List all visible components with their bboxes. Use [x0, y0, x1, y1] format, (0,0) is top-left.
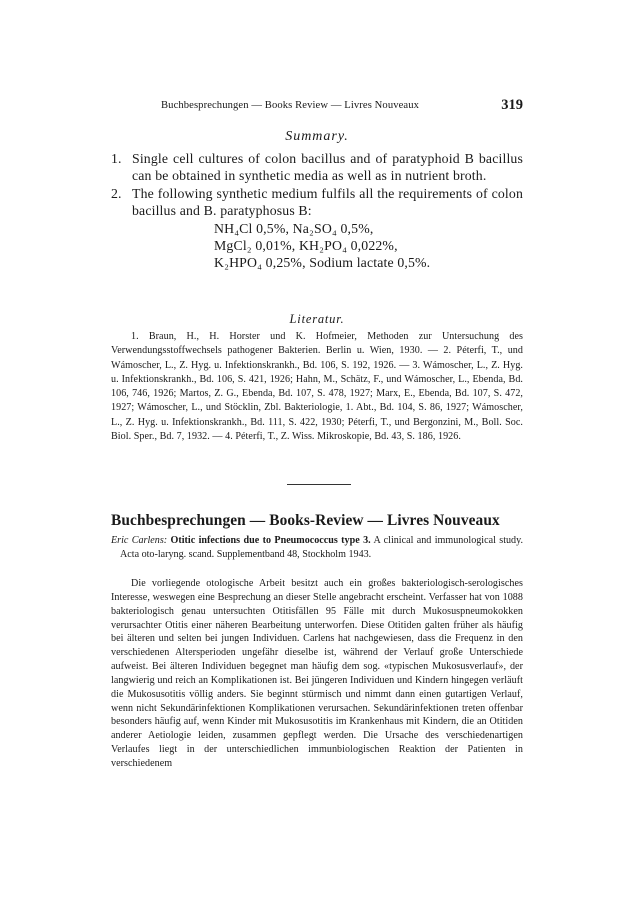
medium-formula-line: NH₄Cl 0,5%, Na₂SO₄ 0,5%, — [214, 220, 374, 236]
summary-list — [111, 150, 523, 272]
summary-item-number: 1. — [111, 151, 122, 166]
review-citation-details: A clinical and immunological study. Acta oto-laryng. scand. Supplementband 48, Stockholm 1943. — [120, 535, 524, 560]
summary-heading: Summary. — [285, 129, 349, 144]
review-title: Otitic infections due to Pneumococcus type 3. — [170, 535, 371, 546]
summary-item-number: 2. — [111, 185, 122, 201]
review-body: Die vorliegende otologische Arbeit besitzt auch ein großes bakteriologisch-serologisches Interesse, weswegen eine Besprechung an dieser Stelle angebracht erscheint. Verfasser hat von 1088 bakteriologisch genau untersuchten Otitisfällen 95 Fälle mit durch Mukosuspneumokokken verursachter Otitis einer näheren Bearbeitung unterworfen. Diese Otitiden galten früher als häufig bei älteren und selten bei jungen Individuen. Carlens hat nachgewiesen, dass die Frequenz in den verschiedenen Altersperioden ungefähr dieselbe ist, während der Verlauf große Unterschiede aufweist. Bei älteren Individuen begegnet man häufig dem sog. «typischen Mukosusverlauf», der langwierig und reich an Komplikationen ist. Bei jüngeren Individuen und Kindern hingegen verläuft die Mukosusotitis völlig anders. Sie beginnt stürmisch und nimmt dann einen gutartigen Verlauf, wenn nicht Sekundärinfektionen Komplikationen verursachen. Sekundärinfektionen treten offenbar besonders häufig auf, wenn Kinder mit Mukosusotitis im Krankenhaus mit Kindern, die an Otitiden anderer Aetiologie leiden, zusammen gepflegt werden. Die Ursache des verschiedenartigen Verlaufes liegt in der unterschiedlichen immunbiologischen Reaktion der Patienten in verschiedenem — [111, 578, 523, 769]
books-section-heading: Buchbesprechungen — Books-Review — Livres Nouveaux — [111, 512, 500, 529]
running-head: Buchbesprechungen — Books Review — Livres Nouveaux — [161, 100, 420, 111]
summary-item-text: The following synthetic medium fulfils all the requirements of colon bacillus and B. paratyphosus B: — [132, 185, 523, 219]
review-author: Eric Carlens: — [111, 535, 168, 546]
summary-item — [111, 150, 523, 185]
review-citation — [111, 534, 523, 562]
literatur-references: 1. Braun, H., H. Horster und K. Hofmeier, Methoden zur Untersuchung des Verwendungsstoffwechsels pathogener Bakterien. Berlin u. Wien, 1930. — 2. Péterfi, T., und Wámoscher, L., Z. Hyg. u. Infektionskrankh., Bd. 106, S. 192, 1926. — 3. Wámoscher, L., Z. Hyg. u. Infektionskrankh., Bd. 106, S. 421, 1926; Hahn, M., Schätz, F., und Wámoscher, L., Ebenda, Bd. 106, 746, 1926; Martos, Z. G., Ebenda, Bd. 107, S. 478, 1927; Marx, E., Ebenda, Bd. 107, S. 472, 1927; Wámoscher, L., und Stöcklin, Zbl. Bakteriologie, 1. Abt., Bd. 104, S. 86, 1927; Wámoscher, L., Z. Hyg. u. Infektionskrankh., Bd. 111, S. 422, 1930; Péterfi, T., und Bergonzini, M., Boll. Soc. Biol. Sper., Bd. 7, 1932. — 4. Péterfi, T., Z. Wiss. Mikroskopie, Bd. 43, S. 186, 1926. — [111, 331, 523, 443]
summary-item — [111, 185, 523, 220]
medium-formula-line: K₂HPO₄ 0,25%, Sodium lactate 0,5%. — [214, 255, 431, 271]
summary-item-text: Single cell cultures of colon bacillus and of paratyphoid B bacillus can be obtained in synthetic media as well as in nutrient broth. — [132, 151, 523, 184]
section-divider — [287, 484, 351, 485]
literatur-heading: Literatur. — [289, 312, 345, 326]
page-number: 319 — [501, 97, 523, 113]
medium-formula-line: MgCl₂ 0,01%, KH₂PO₄ 0,022%, — [214, 238, 398, 254]
